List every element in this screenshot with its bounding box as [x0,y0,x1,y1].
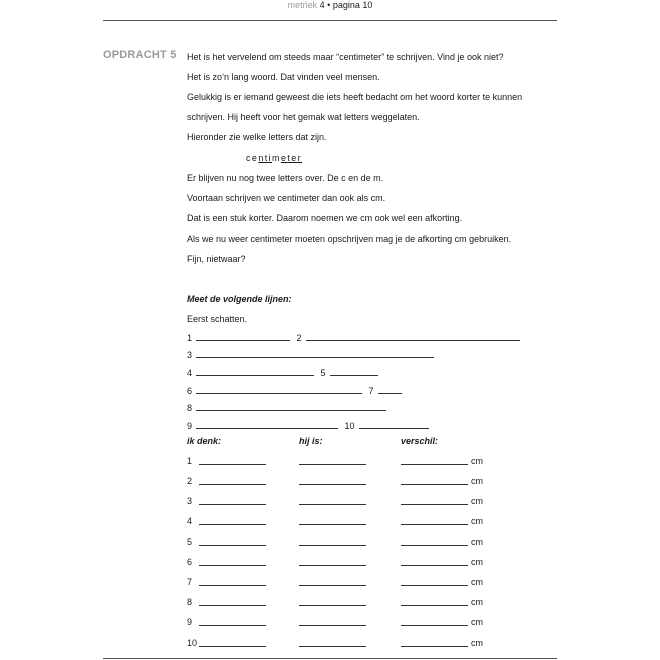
row-number: 9 [187,617,193,627]
line-number: 9 [187,421,193,431]
line-10 [359,420,429,429]
header-number: 4 [319,0,325,10]
difference-field[interactable] [401,605,468,606]
measure-intro: Eerst schatten. [187,314,248,324]
measure-line-row [187,367,378,379]
row-number: 8 [187,597,193,607]
difference-field[interactable] [401,585,468,586]
unit-label: cm [471,617,483,627]
table-row [187,476,487,488]
line-7 [378,385,402,394]
estimate-field[interactable] [199,625,266,626]
actual-field[interactable] [299,625,366,626]
word-letter: n [258,153,265,163]
actual-field[interactable] [299,646,366,647]
row-number: 4 [187,516,193,526]
line-number: 10 [344,421,355,431]
difference-field[interactable] [401,565,468,566]
estimate-field[interactable] [199,464,266,465]
exercise-paragraph: Er blijven nu nog twee letters over. De c en de m. [187,173,384,183]
row-number: 7 [187,577,193,587]
exercise-paragraph: Het is zo’n lang woord. Dat vinden veel mensen. [187,72,380,82]
unit-label: cm [471,496,483,506]
line-5 [330,367,378,376]
line-9 [196,420,338,429]
exercise-label: OPDRACHT 5 [103,49,177,61]
unit-label: cm [471,597,483,607]
actual-field[interactable] [299,504,366,505]
word-letter: i [268,153,273,163]
difference-field[interactable] [401,545,468,546]
actual-field[interactable] [299,464,366,465]
exercise-paragraph: Als we nu weer centimeter moeten opschrijven mag je de afkorting cm gebruiken. [187,234,512,244]
difference-field[interactable] [401,464,468,465]
footer-rule [103,658,557,659]
line-8 [196,402,386,411]
exercise-paragraph: Gelukkig is er iemand geweest die iets heeft bedacht om het woord korter te kunnen [187,92,523,102]
unit-label: cm [471,516,483,526]
word-letter: t [264,153,269,163]
measure-line-row [187,420,429,432]
estimate-field[interactable] [199,545,266,546]
table-row [187,557,487,569]
col-header-estimate: ik denk: [187,436,222,446]
line-number: 6 [187,386,193,396]
measure-title: Meet de volgende lijnen: [187,294,292,304]
actual-field[interactable] [299,585,366,586]
table-row [187,516,487,528]
estimate-field[interactable] [199,524,266,525]
word-letter: e [280,153,288,163]
word-letter: m [272,153,281,163]
actual-field[interactable] [299,565,366,566]
exercise-paragraph: Fijn, nietwaar? [187,254,246,264]
row-number: 6 [187,557,193,567]
row-number: 2 [187,476,193,486]
col-header-actual: hij is: [299,436,323,446]
line-number: 4 [187,368,193,378]
col-header-difference: verschil: [401,436,439,446]
line-4 [196,367,314,376]
exercise-paragraph: schrijven. Hij heeft voor het gemak wat letters weggelaten. [187,112,420,122]
header-rule [103,20,557,21]
line-2 [306,332,520,341]
table-row [187,537,487,549]
measure-line-row [187,402,386,414]
difference-field[interactable] [401,524,468,525]
estimate-field[interactable] [199,484,266,485]
row-number: 10 [187,638,198,648]
measure-line-row [187,332,520,344]
table-row [187,496,487,508]
actual-field[interactable] [299,605,366,606]
measure-line-row [187,385,402,397]
exercise-paragraph: Hieronder zie welke letters dat zijn. [187,132,327,142]
word-letter: c [246,153,252,163]
difference-field[interactable] [401,504,468,505]
unit-label: cm [471,577,483,587]
word-letter: e [291,153,298,163]
line-number: 2 [296,333,302,343]
word-letter: t [287,153,292,163]
exercise-paragraph: Voortaan schrijven we centimeter dan ook als cm. [187,193,386,203]
actual-field[interactable] [299,484,366,485]
page-header [0,0,660,10]
unit-label: cm [471,557,483,567]
estimate-field[interactable] [199,605,266,606]
unit-label: cm [471,537,483,547]
estimate-field[interactable] [199,585,266,586]
table-row [187,617,487,629]
header-page: pagina 10 [332,0,373,10]
line-number: 3 [187,350,193,360]
header-series: metriek [287,0,318,10]
actual-field[interactable] [299,545,366,546]
exercise-paragraph: Dat is een stuk korter. Daarom noemen we cm ook wel een afkorting. [187,213,463,223]
table-row [187,597,487,609]
line-number: 5 [320,368,326,378]
actual-field[interactable] [299,524,366,525]
line-number: 1 [187,333,193,343]
header-bullet: • [327,0,331,10]
table-row [187,577,487,589]
line-number: 7 [368,386,374,396]
table-row [187,638,487,650]
estimate-field[interactable] [199,565,266,566]
estimate-field[interactable] [199,504,266,505]
line-number: 8 [187,403,193,413]
unit-label: cm [471,476,483,486]
word-letter: r [297,153,303,163]
word-letter: e [251,153,259,163]
table-row [187,456,487,468]
difference-field[interactable] [401,484,468,485]
row-number: 1 [187,456,193,466]
difference-field[interactable] [401,646,468,647]
line-6 [196,385,362,394]
exercise-paragraph: Het is het vervelend om steeds maar “centimeter” te schrijven. Vind je ook niet? [187,52,504,62]
row-number: 5 [187,537,193,547]
unit-label: cm [471,456,483,466]
difference-field[interactable] [401,625,468,626]
row-number: 3 [187,496,193,506]
estimate-field[interactable] [199,646,266,647]
measure-line-row [187,349,434,361]
line-1 [196,332,290,341]
centimeter-word [246,153,302,163]
line-3 [196,349,434,358]
unit-label: cm [471,638,483,648]
